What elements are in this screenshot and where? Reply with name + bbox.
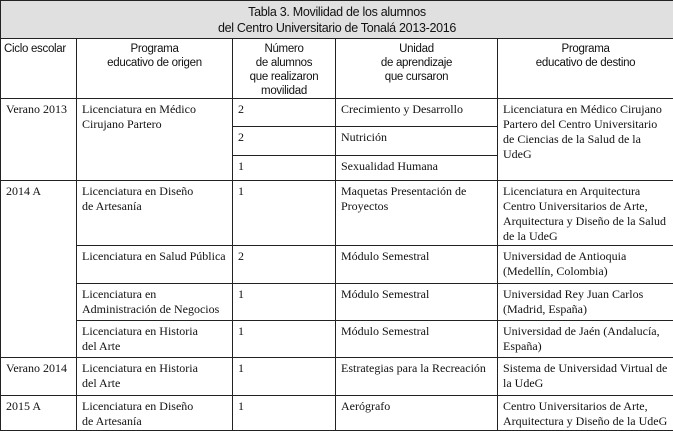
table-row (1, 99, 673, 127)
cell-numero: 1 (233, 156, 336, 181)
cell-unidad: Maquetas Presentación de Proyectos (336, 181, 498, 246)
cell-numero: 2 (233, 99, 336, 127)
cell-unidad: Sexualidad Humana (336, 156, 498, 181)
cell-numero: 1 (233, 321, 336, 358)
cell-ciclo: 2014 A (1, 181, 77, 358)
cell-numero: 1 (233, 181, 336, 246)
cell-ciclo: Verano 2013 (1, 99, 77, 181)
header-ciclo: Ciclo escolar (1, 39, 77, 99)
cell-destino: Licenciatura en Arquitectura Centro Universitarios de Arte, Arquitectura y Diseño de la Salud de la UdeG (498, 181, 673, 246)
table-title: Tabla 3. Movilidad de los alumnos del Centro Universitario de Tonalá 2013-2016 (1, 1, 673, 39)
cell-destino: Universidad de Jaén (Andalucía, España) (498, 321, 673, 358)
cell-destino: Centro Universitarios de Arte, Arquitectura y Diseño de la UdeG (498, 396, 673, 431)
cell-ciclo: 2015 A (1, 396, 77, 431)
cell-unidad: Módulo Semestral (336, 321, 498, 358)
cell-unidad: Aerógrafo (336, 396, 498, 431)
cell-numero: 2 (233, 127, 336, 156)
table-row (1, 321, 673, 358)
cell-origen: Licenciatura en Historia del Arte (77, 321, 233, 358)
cell-origen: Licenciatura en Diseño de Artesanía (77, 181, 233, 246)
header-unidad: Unidad de aprendizaje que cursaron (336, 39, 498, 99)
table-row (1, 181, 673, 246)
table-row (1, 246, 673, 284)
cell-unidad: Estrategias para la Recreación (336, 358, 498, 396)
header-numero: Número de alumnos que realizaron movilidad (233, 39, 336, 99)
header-origen: Programa educativo de origen (77, 39, 233, 99)
cell-numero: 1 (233, 396, 336, 431)
cell-numero: 2 (233, 246, 336, 284)
header-destino: Programa educativo de destino (498, 39, 673, 99)
cell-destino: Universidad Rey Juan Carlos (Madrid, España) (498, 284, 673, 321)
cell-ciclo: Verano 2014 (1, 358, 77, 396)
cell-numero: 1 (233, 358, 336, 396)
table-row (1, 284, 673, 321)
table-row (1, 396, 673, 431)
cell-destino: Universidad de Antioquia (Medellín, Colombia) (498, 246, 673, 284)
cell-origen: Licenciatura en Salud Pública (77, 246, 233, 284)
cell-origen: Licenciatura en Diseño de Artesanía (77, 396, 233, 431)
table-row (1, 358, 673, 396)
cell-unidad: Módulo Semestral (336, 284, 498, 321)
cell-unidad: Crecimiento y Desarrollo (336, 99, 498, 127)
cell-destino: Licenciatura en Médico Cirujano Partero del Centro Universitario de Ciencias de la Salud de la UdeG (498, 99, 673, 181)
cell-unidad: Módulo Semestral (336, 246, 498, 284)
cell-origen: Licenciatura en Administración de Negocios (77, 284, 233, 321)
cell-numero: 1 (233, 284, 336, 321)
cell-origen: Licenciatura en Médico Cirujano Partero (77, 99, 233, 181)
cell-destino: Sistema de Universidad Virtual de la UdeG (498, 358, 673, 396)
cell-unidad: Nutrición (336, 127, 498, 156)
header-row (1, 39, 673, 99)
cell-origen: Licenciatura en Historia del Arte (77, 358, 233, 396)
